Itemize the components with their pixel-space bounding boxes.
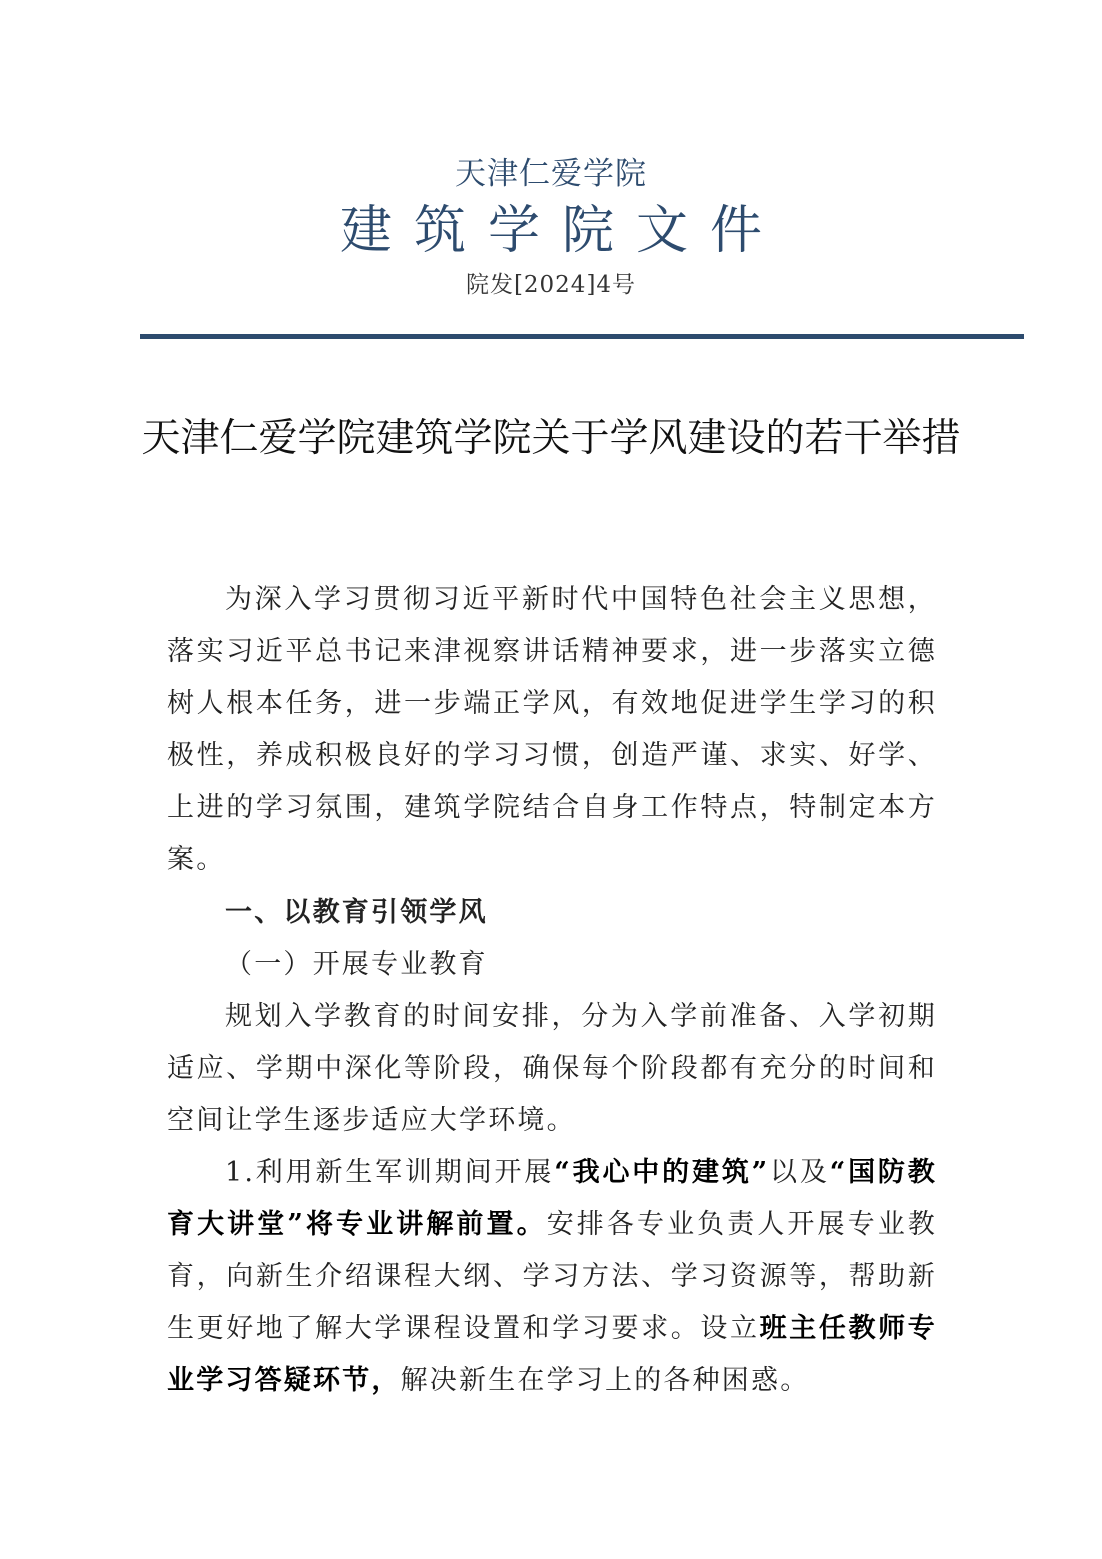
- paragraph-item-1: [167, 1147, 937, 1407]
- item-1-prefix: 1.利用新生军训期间开展: [225, 1157, 555, 1188]
- document-type-title: 建筑学院文件: [339, 201, 784, 261]
- paragraph-schedule: 规划入学教育的时间安排，分为入学前准备、入学初期适应、学期中深化等阶段，确保每个阶段都有充分的时间和空间让学生逐步适应大学环境。: [167, 1001, 937, 1136]
- item-1-bold-defense: “国防教育大讲堂”将专业讲解前置。: [167, 1157, 937, 1240]
- issuing-organization: 天津仁爱学院: [455, 156, 647, 192]
- subsection-heading-1: （一）开展专业教育: [225, 949, 488, 980]
- document-title: 天津仁爱学院建筑学院关于学风建设的若干举措: [141, 416, 961, 461]
- section-heading-1: 一、以教育引领学风: [225, 897, 488, 928]
- item-1-suffix: 解决新生在学习上的各种困惑。: [400, 1365, 810, 1396]
- item-1-bold-qa: 班主任教师专业学习答疑环节，: [167, 1313, 937, 1396]
- item-1-mid-1: 以及: [769, 1157, 830, 1188]
- document-header: [0, 0, 1102, 340]
- item-1-mid-2: 安排各专业负责人开展专业教育，向新生介绍课程大纲、学习方法、学习资源等，帮助新生更好地了解大学课程设置和学习要求。设立: [167, 1209, 937, 1344]
- document-number: 院发[2024]4号: [465, 272, 637, 298]
- header-divider: [140, 334, 1024, 339]
- item-1-bold-architecture: “我心中的建筑”: [554, 1157, 770, 1188]
- intro-paragraph: 为深入学习贯彻习近平新时代中国特色社会主义思想，落实习近平总书记来津视察讲话精神要求，进一步落实立德树人根本任务，进一步端正学风，有效地促进学生学习的积极性，养成积极良好的学习习惯，创造严谨、求实、好学、上进的学习氛围，建筑学院结合自身工作特点，特制定本方案。: [167, 584, 937, 875]
- document-body: [167, 574, 937, 1407]
